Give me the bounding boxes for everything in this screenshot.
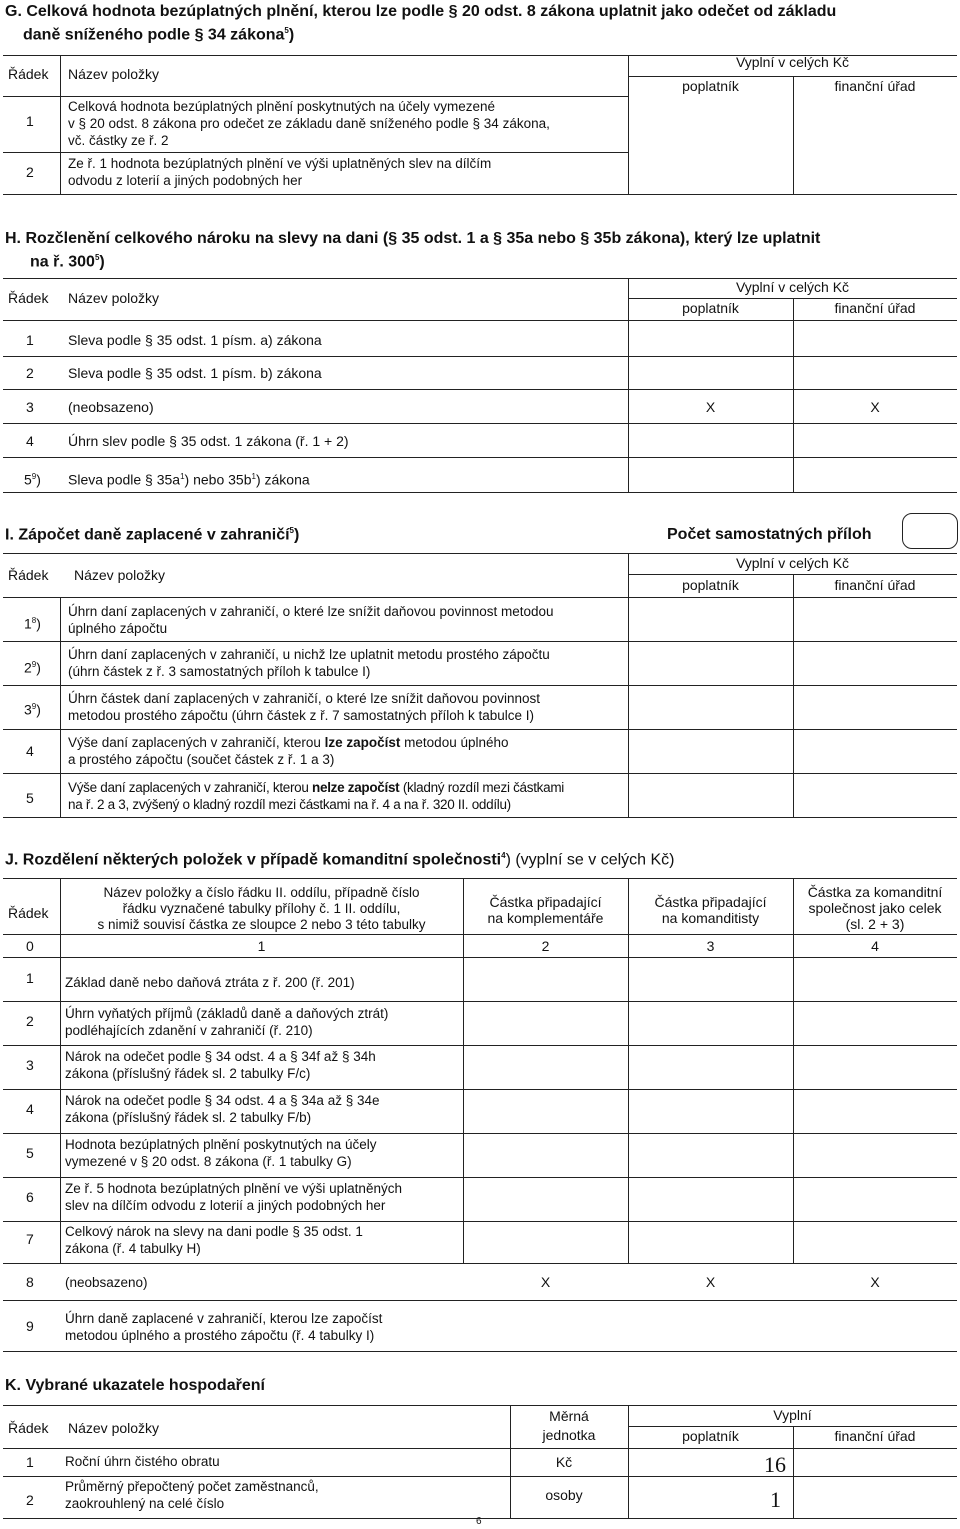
col-financni-urad: finanční úřad [834, 78, 916, 94]
col-nazev: Název položky a číslo řádku II. oddílu, případně číslo řádku vyznačené tabulky přílohy č. 1 II. oddílu, s nimiž souvisí částka ze sloupce 2 nebo 3 této tabulky [97, 885, 426, 932]
col-nazev: Název položky [68, 66, 160, 82]
col-radek: Řádek [8, 905, 49, 921]
crossed-cell: X [705, 1274, 716, 1290]
col-vyplni: Vyplní v celých Kč [735, 279, 850, 295]
crossed-cell: X [540, 1274, 551, 1290]
col-radek: Řádek [8, 567, 49, 583]
row-number: 4 [26, 433, 34, 449]
row-label: Ze ř. 1 hodnota bezúplatných plnění ve výši uplatněných slev na dílčím odvodu z loterií a jiných podobných her [68, 156, 492, 188]
row-number: 3 [26, 1057, 34, 1073]
col-komanditiste: Částka připadající na komanditisty [654, 894, 767, 926]
row-label: Sleva podle § 35 odst. 1 písm. b) zákona [68, 365, 322, 381]
row-number: 4 [26, 1101, 34, 1117]
row-number: 6 [26, 1189, 34, 1205]
col-poplatnik: poplatník [682, 78, 739, 94]
attachments-label: Počet samostatných příloh [667, 526, 872, 543]
input-urad[interactable] [794, 97, 957, 193]
row-label: Úhrn daně zaplacené v zahraničí, kterou lze započíst metodou úplného a prostého zápočtu (ř. 4 tabulky I) [65, 1311, 383, 1343]
row-label: (neobsazeno) [68, 399, 154, 415]
col-vyplni: Vyplní [773, 1407, 812, 1423]
row-number: 2 [26, 164, 34, 180]
col-financni-urad: finanční úřad [834, 1428, 916, 1444]
row-label: Výše daní zaplacených v zahraničí, kterou lze započíst metodou úplného a prostého zápočtu (součet částek z ř. 1 a 3) [68, 735, 509, 767]
row-label: Úhrn částek daní zaplacených v zahraničí, o které lze snížit daňovou povinnost metodou prostého zápočtu (úhrn částek z ř. 7 samostatných příloh k tabulce I) [68, 691, 541, 723]
row-label: Sleva podle § 35 odst. 1 písm. a) zákona [68, 332, 322, 348]
row-number: $2^9$) [24, 659, 41, 676]
col-financni-urad: finanční úřad [834, 300, 916, 316]
section-h-title: H. Rozčlenění celkového nároku na slevy na dani (§ 35 odst. 1 a § 35a nebo § 35b zákona), který lze uplatnit na ř. $300^5$) [5, 230, 821, 271]
row-label: Úhrn vyňatých příjmů (základů daně a daňových ztrát) podléhajících zdanění v zahraničí (ř. 210) [65, 1006, 389, 1038]
row-number: 1 [26, 1454, 34, 1470]
section-k-title: K. Vybrané ukazatele hospodaření [5, 1377, 265, 1394]
section-j-title: J. Rozdělení některých položek v případě komanditní společnosti$^4$) (vyplní se v celých Kč) [5, 851, 675, 869]
colnum: 3 [706, 938, 715, 954]
col-poplatnik: poplatník [682, 300, 739, 316]
row-label: Celkový nárok na slevy na dani podle § 35 odst. 1 zákona (ř. 4 tabulky H) [65, 1224, 363, 1256]
col-nazev: Název položky [68, 290, 160, 306]
crossed-cell: X [870, 1274, 880, 1290]
col-vyplni: Vyplní v celých Kč [735, 54, 850, 70]
row-label: Ze ř. 5 hodnota bezúplatných plnění ve výši uplatněných slev na dílčím odvodu z loterií a jiných podobných her [65, 1181, 402, 1213]
row-number: 3 [26, 399, 34, 415]
row-number: 5 [26, 1145, 34, 1161]
row-label: Roční úhrn čistého obratu [65, 1454, 220, 1469]
row-number: 2 [26, 1013, 34, 1029]
row-label: Průměrný přepočtený počet zaměstnanců, zaokrouhlený na celé číslo [65, 1479, 319, 1511]
row-label: Úhrn daní zaplacených v zahraničí, u nichž lze uplatnit metodu prostého zápočtu (úhrn částek z ř. 3 samostatných příloh k tabulce I) [68, 647, 550, 679]
row-number: $3^9$) [24, 701, 41, 718]
colnum: 2 [541, 938, 550, 954]
row-number: 8 [26, 1274, 34, 1290]
col-celek: Částka za komanditní společnost jako celek (sl. 2 + 3) [807, 884, 943, 932]
row-label: Výše daní zaplacených v zahraničí, kterou nelze započíst (kladný rozdíl mezi částkami na ř. 2 a 3, zvýšený o kladný rozdíl mezi částkami na ř. 4 a na ř. 320 II. oddílu) [68, 780, 564, 812]
crossed-cell: X [870, 399, 880, 415]
value-poplatnik[interactable]: 1 [770, 1487, 781, 1512]
row-number: 5 [26, 790, 34, 806]
row-label: Sleva podle § $35a^1$) nebo $35b^1$) zákona [68, 471, 310, 488]
col-radek: Řádek [8, 66, 49, 82]
row-label: Základ daně nebo daňová ztráta z ř. 200 (ř. 201) [65, 975, 355, 990]
col-vyplni: Vyplní v celých Kč [735, 555, 850, 571]
row-number: 7 [26, 1231, 34, 1247]
col-komplementar: Částka připadající na komplementáře [487, 894, 604, 926]
row-number: 1 [26, 970, 34, 986]
colnum: 1 [257, 938, 266, 954]
input-poplatnik[interactable] [629, 97, 793, 193]
row-number: 1 [26, 332, 34, 348]
row-number: $5^9$) [24, 471, 41, 488]
crossed-cell: X [705, 399, 716, 415]
col-radek: Řádek [8, 1420, 49, 1436]
section-i-title: I. Zápočet daně zaplacené v zahraničí$^5$) [5, 526, 300, 544]
col-nazev: Název položky [74, 567, 166, 583]
section-g-title: G. Celková hodnota bezúplatných plnění, kterou lze podle § 20 odst. 8 zákona uplatnit jako odečet od základu daně sníženého podle § 34 zákona$^5$) [5, 3, 837, 44]
col-nazev: Název položky [68, 1420, 160, 1436]
row-number: 2 [26, 1492, 34, 1508]
col-poplatnik: poplatník [682, 577, 739, 593]
row-label: Úhrn slev podle § 35 odst. 1 zákona (ř. 1 + 2) [68, 433, 349, 449]
row-label: Úhrn daní zaplacených v zahraničí, o které lze snížit daňovou povinnost metodou úplného zápočtu [68, 604, 554, 636]
row-number: 2 [26, 365, 34, 381]
col-poplatnik: poplatník [682, 1428, 739, 1444]
value-poplatnik[interactable]: 16 [764, 1452, 786, 1477]
page-number: 6 [476, 1516, 482, 1527]
row-label: Nárok na odečet podle § 34 odst. 4 a § 34a až § 34e zákona (příslušný řádek sl. 2 tabulky F/b) [65, 1093, 380, 1125]
row-label: Hodnota bezúplatných plnění poskytnutých na účely vymezené v § 20 odst. 8 zákona (ř. 1 tabulky G) [65, 1137, 377, 1169]
row-label: Celková hodnota bezúplatných plnění poskytnutých na účely vymezené v § 20 odst. 8 zákona pro odečet ze základu daně sníženého podle § 34 zákona, vč. částky ze ř. 2 [68, 99, 550, 148]
unit: osoby [545, 1487, 583, 1503]
row-number: 1 [26, 113, 34, 129]
row-number: 9 [26, 1318, 34, 1334]
row-label: (neobsazeno) [65, 1275, 148, 1290]
colnum: 4 [871, 938, 879, 954]
col-radek: Řádek [8, 290, 49, 306]
col-financni-urad: finanční úřad [834, 577, 916, 593]
row-number: $1^8$) [24, 615, 41, 632]
row-label: Nárok na odečet podle § 34 odst. 4 a § 34f až § 34h zákona (příslušný řádek sl. 2 tabulky F/c) [65, 1049, 376, 1081]
row-number: 4 [26, 743, 34, 759]
colnum: 0 [26, 938, 34, 954]
attachments-count-input[interactable] [902, 513, 958, 549]
unit: Kč [555, 1454, 573, 1470]
col-merna-jednotka: Měrná jednotka [542, 1408, 596, 1443]
